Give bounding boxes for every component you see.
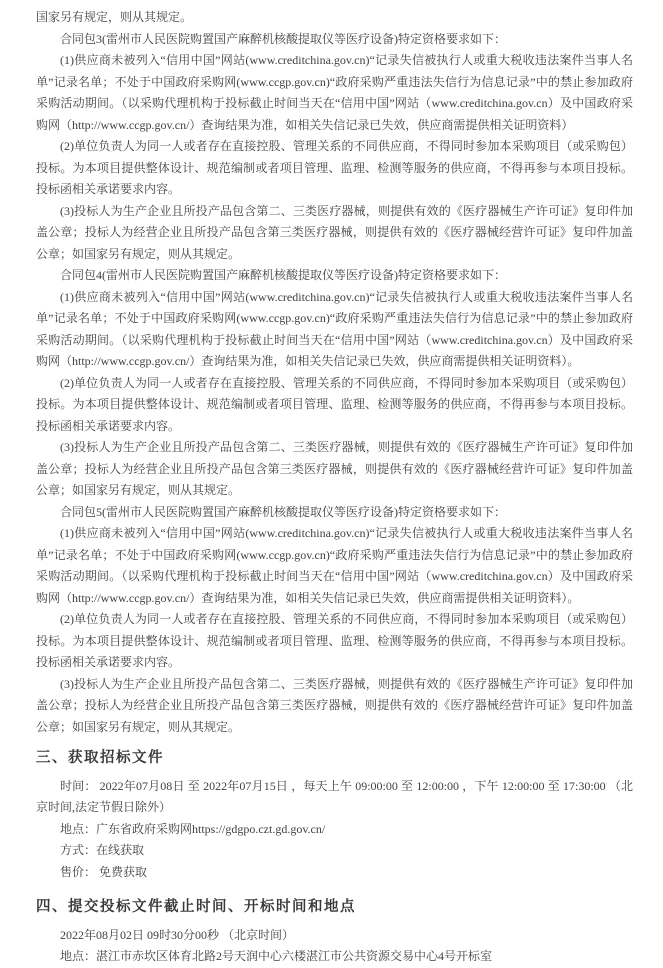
get-docs-location-line: 地点：广东省政府采购网https://gdgpo.czt.gd.gov.cn/ xyxy=(60,821,326,836)
package5-clause-3: (3)投标人为生产企业且所投产品包含第二、三类医疗器械，则提供有效的《医疗器械生产许可证》复印件加盖公章；投标人为经营企业且所投产品包含第三类医疗器械，则提供有效的《医疗器械经营许可证》复印件加盖公章；如国家另有规定，则从其规定。 xyxy=(36,676,633,734)
package3-title: 合同包3(雷州市人民医院购置国产麻醉机核酸提取仪等医疗设备)特定资格要求如下： xyxy=(60,31,506,46)
package4-clause-1: (1)供应商未被列入“信用中国”网站(www.creditchina.gov.cn)“记录失信被执行人或重大税收违法案件当事人名单”记录名单；不处于中国政府采购网(www.ccgp.gov.cn)“政府采购严重违法失信行为信息记录”中的禁止参加政府采购活动期间。（以采购代理机构于投标截止时间当天在“信用中国”网站（www.creditchina.gov.cn）及中国政府采购网（http://www.ccgp.gov.cn/）查询结果为准，如相关失信记录已失效，供应商需提供相关证明资料）。 xyxy=(36,289,633,368)
section-heading-submit-deadline: 四、提交投标文件截止时间、开标时间和地点 xyxy=(36,899,356,915)
package3-clause-1: (1)供应商未被列入“信用中国”网站(www.creditchina.gov.cn)“记录失信被执行人或重大税收违法案件当事人名单”记录名单；不处于中国政府采购网(www.ccgp.gov.cn)“政府采购严重违法失信行为信息记录”中的禁止参加政府采购活动期间。（以采购代理机构于投标截止时间当天在“信用中国”网站（www.creditchina.gov.cn）及中国政府采购网（http://www.ccgp.gov.cn/）查询结果为准，如相关失信记录已失效，供应商需提供相关证明资料） xyxy=(36,53,633,132)
package4-title: 合同包4(雷州市人民医院购置国产麻醉机核酸提取仪等医疗设备)特定资格要求如下： xyxy=(60,268,506,282)
continuation-paragraph: 国家另有规定，则从其规定。 xyxy=(36,10,193,24)
section-heading-get-tender-docs: 三、获取招标文件 xyxy=(36,750,164,766)
package4-clause-3: (3)投标人为生产企业且所投产品包含第二、三类医疗器械，则提供有效的《医疗器械生产许可证》复印件加盖公章；投标人为经营企业且所投产品包含第三类医疗器械，则提供有效的《医疗器械经营许可证》复印件加盖公章；如国家另有规定，则从其规定。 xyxy=(36,440,633,497)
package4-clause-2: (2)单位负责人为同一人或者存在直接控股、管理关系的不同供应商，不得同时参加本采购项目（或采购包）投标。为本项目提供整体设计、规范编制或者项目管理、监理、检测等服务的供应商，不得再参与本项目投标。投标函相关承诺要求内容。 xyxy=(36,375,633,433)
get-docs-time-line: 时间： 2022年07月08日 至 2022年07月15日 ，每天上午 09:00:00 至 12:00:00 ，下午 12:00:00 至 17:30:00 （北京时间,法定节假日除外） xyxy=(36,778,633,814)
get-docs-price-line: 售价： 免费获取 xyxy=(60,864,148,879)
submit-deadline-line: 2022年08月02日 09时30分00秒 （北京时间） xyxy=(60,927,295,942)
package5-title: 合同包5(雷州市人民医院购置国产麻醉机核酸提取仪等医疗设备)特定资格要求如下： xyxy=(60,504,506,519)
package3-clause-2: (2)单位负责人为同一人或者存在直接控股、管理关系的不同供应商，不得同时参加本采购项目（或采购包）投标。为本项目提供整体设计、规范编制或者项目管理、监理、检测等服务的供应商，不得再参与本项目投标。投标函相关承诺要求内容。 xyxy=(36,139,633,196)
submit-location-line: 地点：湛江市赤坎区体育北路2号天润中心六楼湛江市公共资源交易中心4号开标室 xyxy=(60,949,493,963)
get-docs-method-line: 方式：在线获取 xyxy=(60,843,145,857)
package5-clause-1: (1)供应商未被列入“信用中国”网站(www.creditchina.gov.cn)“记录失信被执行人或重大税收违法案件当事人名单”记录名单；不处于中国政府采购网(www.ccgp.gov.cn)“政府采购严重违法失信行为信息记录”中的禁止参加政府采购活动期间。（以采购代理机构于投标截止时间当天在“信用中国”网站（www.creditchina.gov.cn）及中国政府采购网（http://www.ccgp.gov.cn/）查询结果为准，如相关失信记录已失效，供应商需提供相关证明资料）。 xyxy=(36,526,633,605)
package3-clause-3: (3)投标人为生产企业且所投产品包含第二、三类医疗器械，则提供有效的《医疗器械生产许可证》复印件加盖公章；投标人为经营企业且所投产品包含第三类医疗器械，则提供有效的《医疗器械经营许可证》复印件加盖公章；如国家另有规定，则从其规定。 xyxy=(36,203,633,261)
package5-clause-2: (2)单位负责人为同一人或者存在直接控股、管理关系的不同供应商，不得同时参加本采购项目（或采购包）投标。为本项目提供整体设计、规范编制或者项目管理、监理、检测等服务的供应商，不得再参与本项目投标。投标函相关承诺要求内容。 xyxy=(36,612,633,669)
